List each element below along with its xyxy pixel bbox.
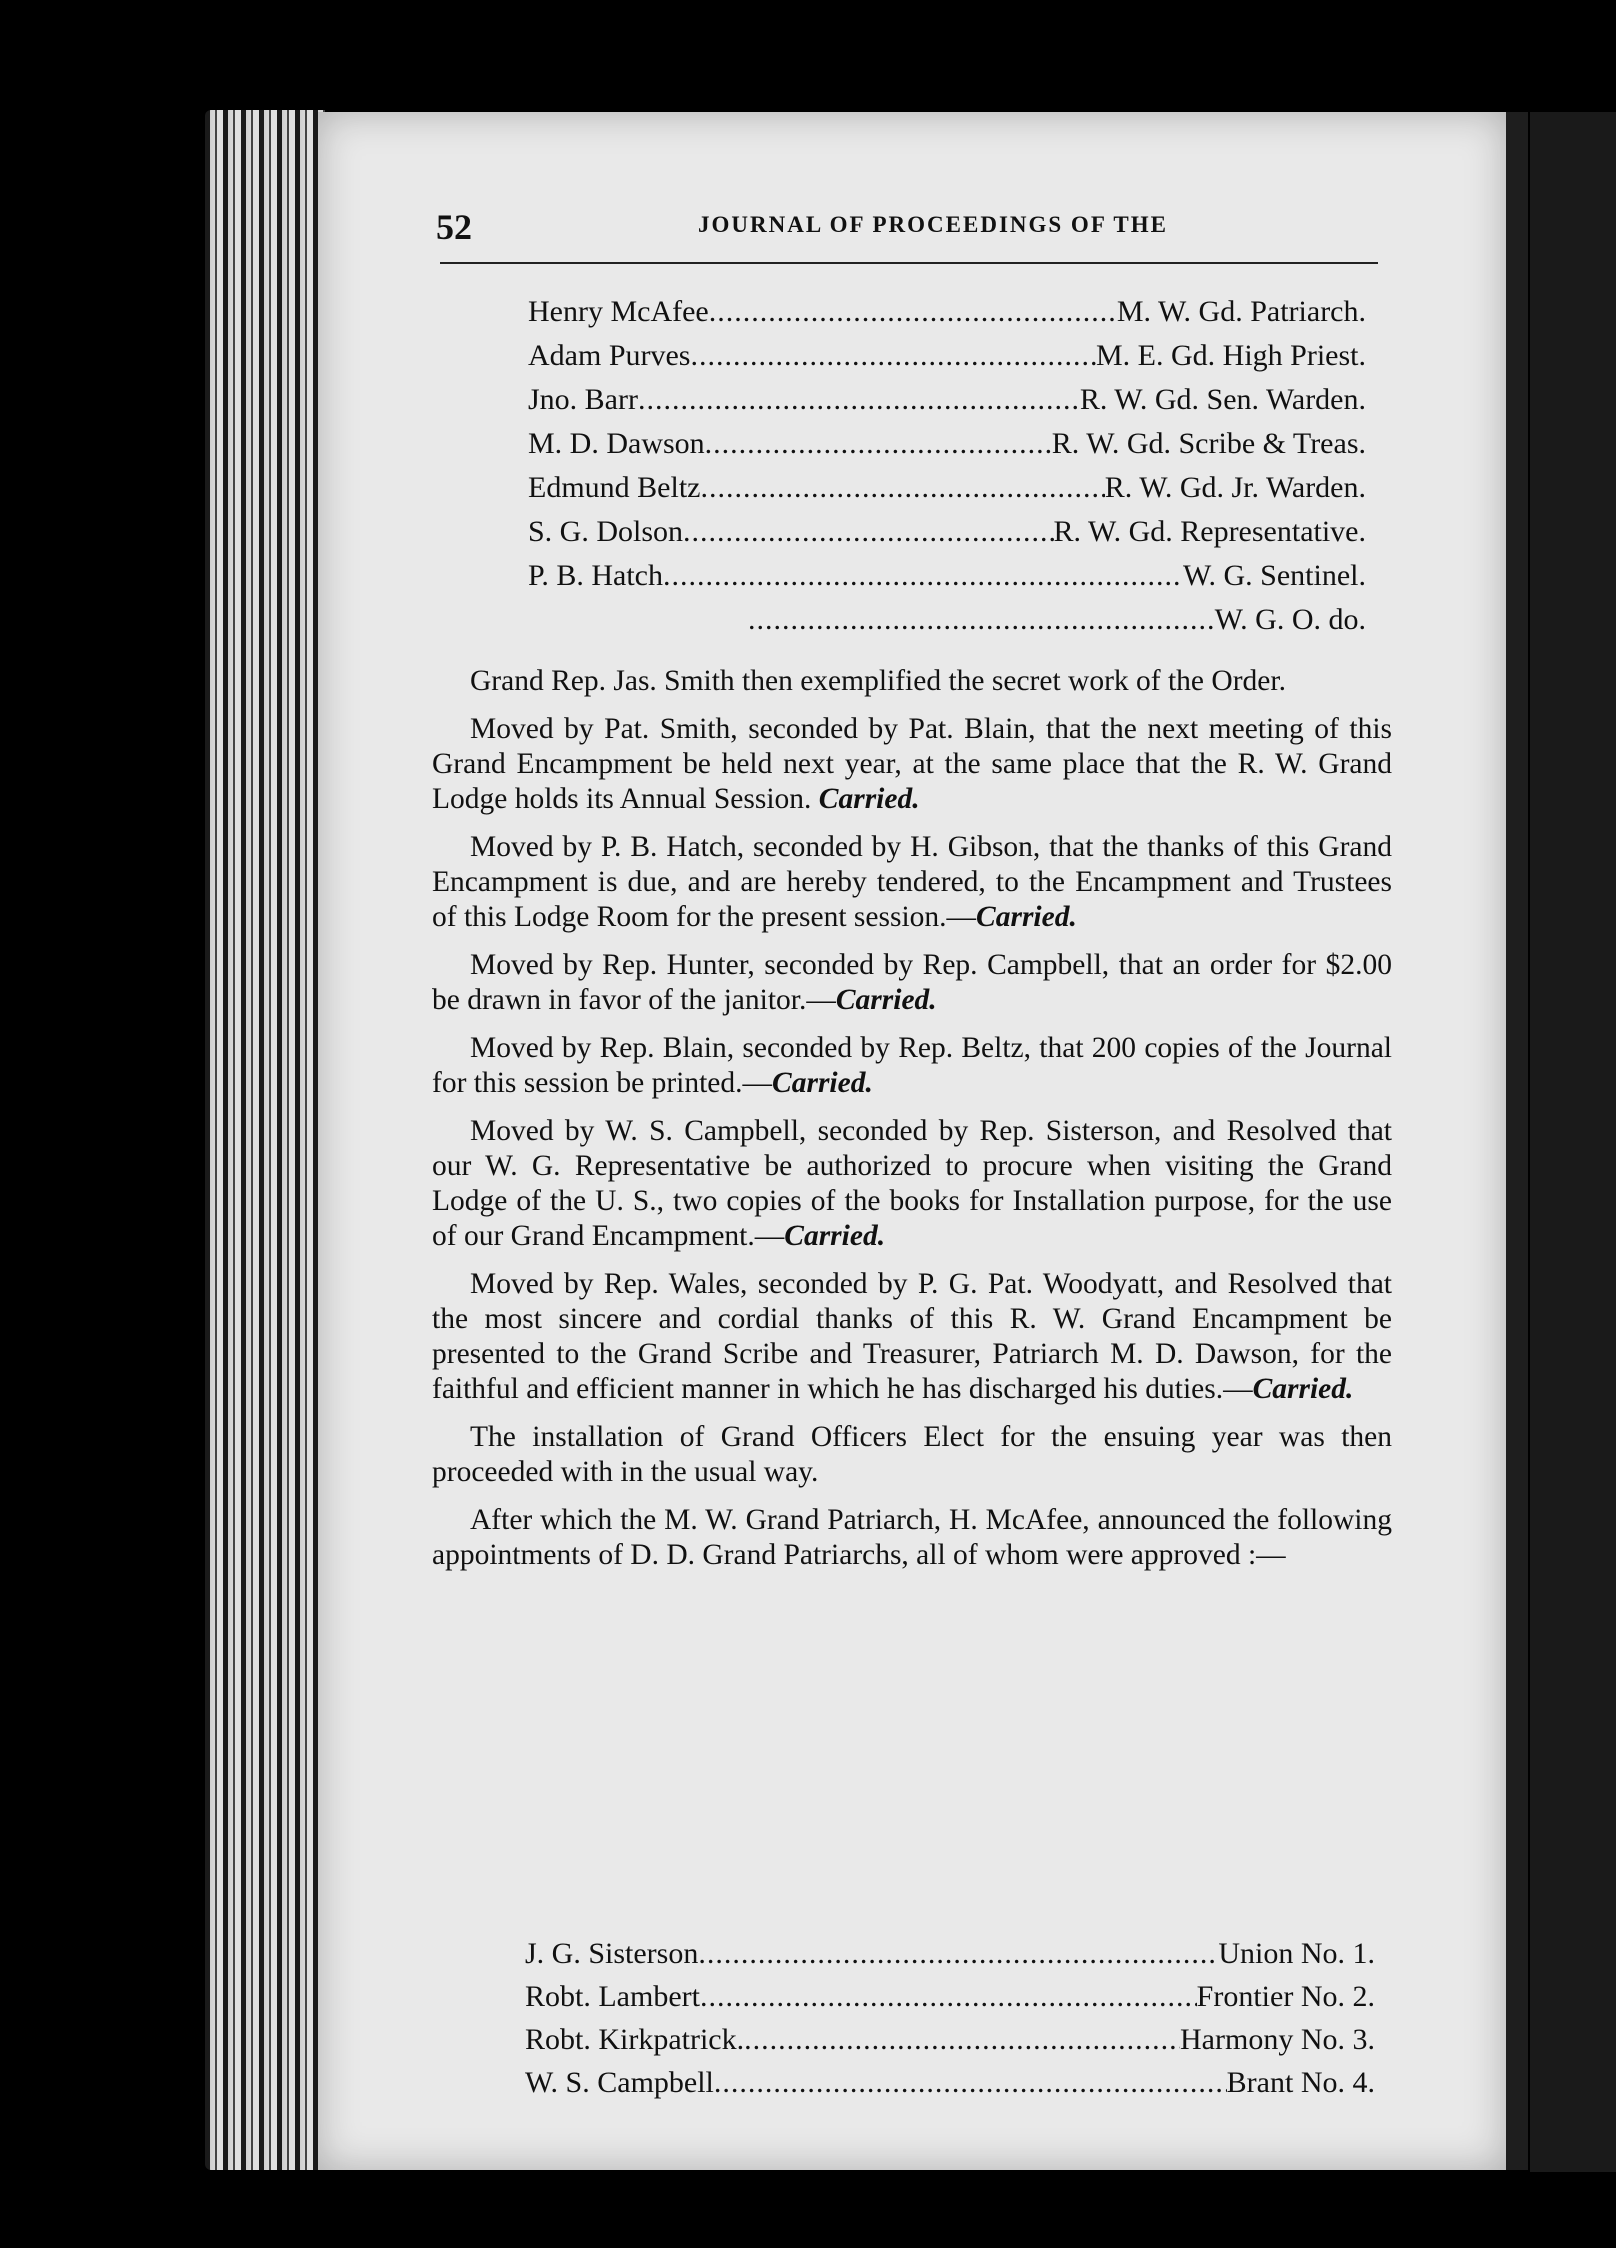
officer-name: Adam Purves <box>528 339 691 372</box>
appointment-row <box>525 2061 1375 2104</box>
header-rule <box>440 262 1378 264</box>
paragraph-text: Moved by Pat. Smith, seconded by Pat. Blain, that the next meeting of this Grand Encampment be held next year, at the same place that the R. W. Grand Lodge holds its Annual Session. <box>432 713 1392 815</box>
lodge-name: Frontier No. 2. <box>1196 1980 1375 2013</box>
carried-note: Carried. <box>784 1220 886 1252</box>
paragraph-text: Grand Rep. Jas. Smith then exemplified the secret work of the Order. <box>470 665 1286 697</box>
appointment-row <box>525 1975 1375 2018</box>
leader-dots <box>709 290 1117 334</box>
lodge-name: Brant No. 4. <box>1226 2066 1375 2099</box>
leader-dots <box>748 598 1215 642</box>
appointee-name: Robt. Lambert <box>525 1980 700 2013</box>
officer-name: P. B. Hatch <box>528 559 663 592</box>
officer-name: M. D. Dawson <box>528 427 705 460</box>
leader-dots <box>698 1932 1218 1975</box>
paragraph <box>432 1503 1392 1573</box>
paragraph-text: Moved by P. B. Hatch, seconded by H. Gibson, that the thanks of this Grand Encampment is due, and are hereby tendered, to the Encampment and Trustees of this Lodge Room for the present session.— <box>432 831 1392 933</box>
officer-name: Jno. Barr <box>528 383 638 416</box>
paragraph-text: Moved by Rep. Wales, seconded by P. G. Pat. Woodyatt, and Resolved that the most sincere and cordial thanks of this R. W. Grand Encampment be presented to the Grand Scribe and Treasurer, Patriarch M. D. Dawson, for the faithful and efficient manner in which he has discharged his duties.— <box>432 1268 1392 1405</box>
officer-name <box>528 598 748 642</box>
leader-dots <box>663 554 1183 598</box>
leader-dots <box>714 2061 1227 2104</box>
carried-note: Carried. <box>772 1067 873 1099</box>
officer-row <box>528 466 1366 510</box>
paragraph <box>432 1031 1392 1101</box>
lodge-name: Harmony No. 3. <box>1180 2023 1375 2056</box>
officer-row <box>528 378 1366 422</box>
appointee-name: Robt. Kirkpatrick. <box>525 2023 745 2056</box>
page-gutter <box>1506 112 1528 2170</box>
officer-title: R. W. Gd. Representative. <box>1053 515 1366 548</box>
carried-note: Carried. <box>1252 1373 1354 1405</box>
officer-title: M. W. Gd. Patriarch. <box>1116 295 1366 328</box>
officer-name: Henry McAfee <box>528 295 709 328</box>
paragraph <box>432 948 1392 1018</box>
leader-dots <box>638 378 1080 422</box>
appointments-list <box>525 1932 1405 2104</box>
appointee-name: J. G. Sisterson <box>525 1937 699 1970</box>
leader-dots <box>700 466 1104 510</box>
carried-note: Carried. <box>976 901 1077 933</box>
book-binding-edge <box>205 110 325 2170</box>
leader-dots <box>705 422 1052 466</box>
carried-note: Carried. <box>818 783 920 815</box>
officer-title: R. W. Gd. Jr. Warden. <box>1104 471 1366 504</box>
officer-row <box>528 598 1366 642</box>
lodge-name: Union No. 1. <box>1218 1937 1375 1970</box>
book-page <box>318 112 1506 2170</box>
running-head: JOURNAL OF PROCEEDINGS OF THE <box>698 212 1168 237</box>
appointment-row <box>525 2018 1375 2061</box>
officer-title: R. W. Gd. Sen. Warden. <box>1079 383 1366 416</box>
paragraph-text: The installation of Grand Officers Elect for the ensuing year was then proceeded with in the usual way. <box>432 1421 1392 1488</box>
officer-name: S. G. Dolson <box>528 515 684 548</box>
officer-title: W. G. O. do. <box>1214 603 1366 636</box>
paragraph <box>432 1267 1392 1407</box>
page-number: 52 <box>436 207 472 247</box>
leader-dots <box>683 510 1054 554</box>
paragraph <box>432 1420 1392 1490</box>
appointee-name: W. S. Campbell <box>525 2066 714 2099</box>
leader-dots <box>744 2018 1180 2061</box>
officer-title: M. E. Gd. High Priest. <box>1096 339 1366 372</box>
appointment-row <box>525 1932 1375 1975</box>
officer-title: W. G. Sentinel. <box>1182 559 1366 592</box>
officer-row <box>528 290 1366 334</box>
carried-note: Carried. <box>835 984 937 1016</box>
officer-row <box>528 554 1366 598</box>
officer-title: R. W. Gd. Scribe & Treas. <box>1051 427 1366 460</box>
officer-row <box>528 510 1366 554</box>
minutes-body <box>432 664 1392 1586</box>
paragraph-text: Moved by Rep. Blain, seconded by Rep. Beltz, that 200 copies of the Journal for this session be printed.— <box>432 1032 1392 1099</box>
officer-name: Edmund Beltz <box>528 471 701 504</box>
officer-row <box>528 334 1366 378</box>
paragraph <box>432 830 1392 935</box>
paragraph <box>432 712 1392 817</box>
paragraph <box>432 664 1392 699</box>
paragraph-text: Moved by Rep. Hunter, seconded by Rep. Campbell, that an order for $2.00 be drawn in favor of the janitor.— <box>432 949 1392 1016</box>
paragraph-text: Moved by W. S. Campbell, seconded by Rep. Sisterson, and Resolved that our W. G. Representative be authorized to procure when visiting the Grand Lodge of the U. S., two copies of the books for Installation purpose, for the use of our Grand Encampment.— <box>432 1115 1392 1252</box>
officers-list <box>528 290 1428 642</box>
leader-dots <box>690 334 1096 378</box>
facing-page-edge <box>1530 112 1616 2172</box>
paragraph <box>432 1114 1392 1254</box>
paragraph-text: After which the M. W. Grand Patriarch, H. McAfee, announced the following appointments of D. D. Grand Patriarchs, all of whom were approved :— <box>432 1504 1392 1571</box>
leader-dots <box>700 1975 1197 2018</box>
officer-row <box>528 422 1366 466</box>
